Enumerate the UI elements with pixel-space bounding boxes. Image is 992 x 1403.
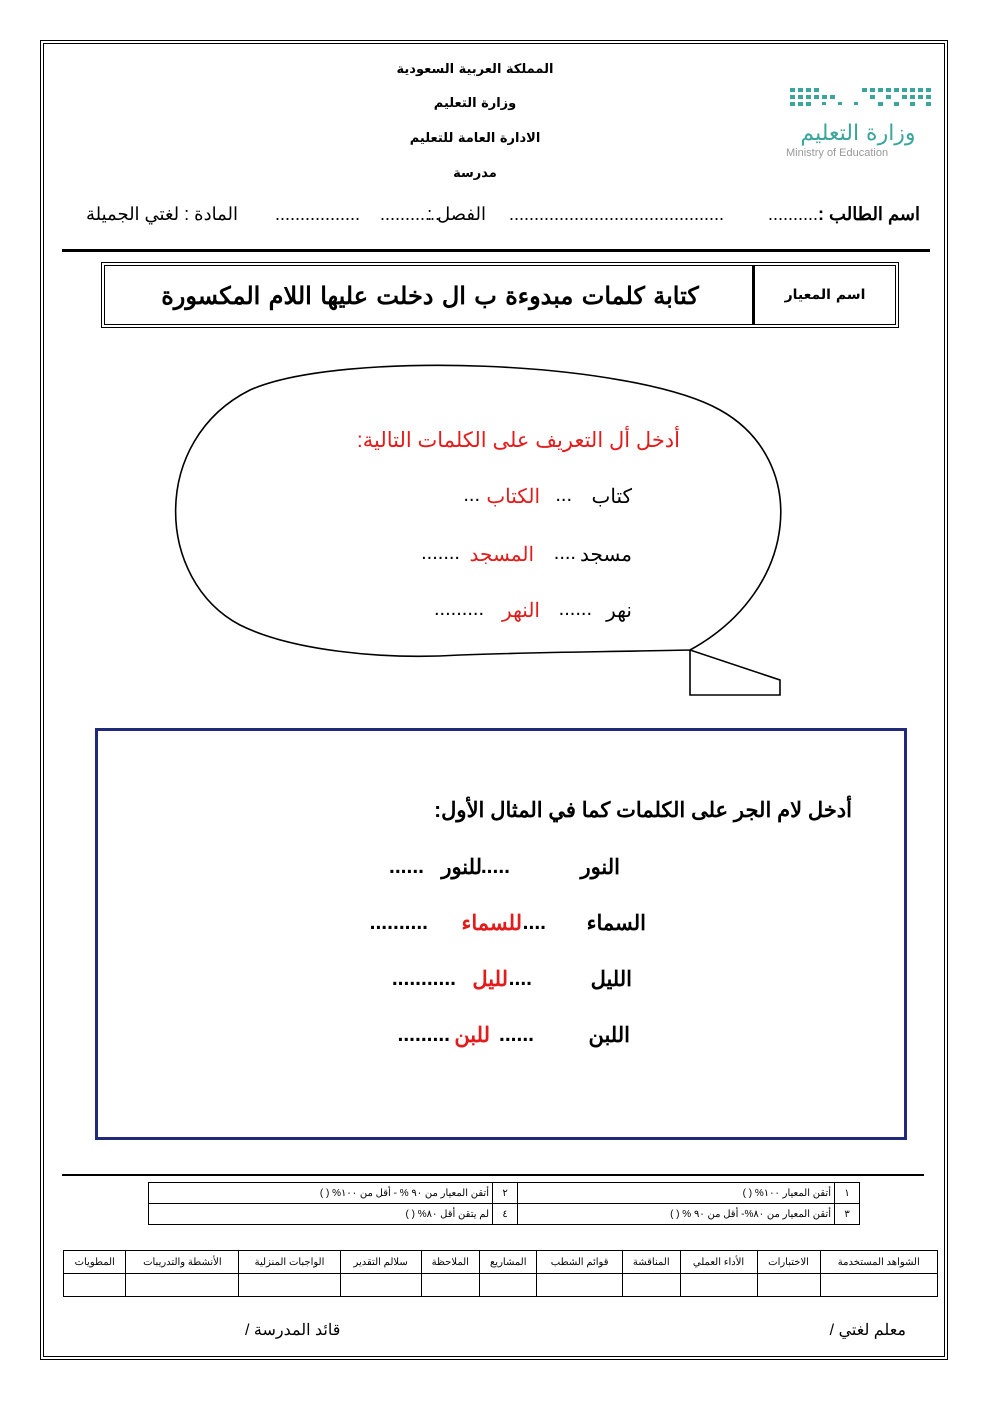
- evidence-cell[interactable]: [126, 1274, 239, 1297]
- exercise1-dots: ....: [553, 542, 576, 564]
- evidence-header: الملاحظة: [421, 1251, 480, 1274]
- evidence-cell[interactable]: [537, 1274, 622, 1297]
- exercise1-dots: ......: [558, 598, 592, 620]
- exercise2-word: النور: [580, 856, 620, 879]
- exercise1-dots: ...: [555, 484, 572, 506]
- evidence-header: المطويات: [64, 1251, 126, 1274]
- criteria-text: أتقن المعيار من ٨٠%- أقل من ٩٠ % ( ): [518, 1204, 835, 1225]
- exercise2-answer: للبن: [454, 1024, 490, 1047]
- exercise2-dots: ....: [522, 911, 546, 934]
- table-row: [149, 1204, 860, 1225]
- exercise2-dots: .....: [480, 855, 510, 878]
- header-country: المملكة العربية السعودية: [396, 62, 554, 77]
- exercise2-word: الليل: [590, 968, 632, 991]
- student-long-dots: ...........................................: [508, 204, 724, 224]
- header-ministry: وزارة التعليم: [433, 96, 517, 111]
- exercise2-answer: للنور: [441, 856, 482, 879]
- exercise1-instruction: أدخل أل التعريف على الكلمات التالية:: [356, 429, 680, 452]
- header-divider: [62, 249, 930, 252]
- logo-english-text: Ministry of Education: [786, 147, 889, 159]
- exercise2-row-2: [350, 911, 646, 941]
- evidence-cell[interactable]: [480, 1274, 537, 1297]
- footer-divider: [62, 1174, 924, 1176]
- exercise1-row-2: [400, 542, 632, 572]
- exercise1-word: كتاب: [591, 486, 632, 508]
- standard-box: [101, 262, 899, 328]
- evidence-cell[interactable]: [757, 1274, 820, 1297]
- exercise1-answer: النهر: [502, 600, 540, 622]
- subject-label: المادة : لغتي الجميلة: [86, 204, 238, 224]
- exercise1-dots: ...: [463, 484, 480, 506]
- exercise1-row-3: [400, 598, 632, 628]
- criteria-number: ١: [835, 1183, 860, 1204]
- evidence-header: الأداء العملي: [680, 1251, 757, 1274]
- criteria-text: أتقن المعيار ١٠٠% ( ): [518, 1183, 835, 1204]
- evidence-cell[interactable]: [622, 1274, 680, 1297]
- criteria-number: ٤: [493, 1204, 518, 1225]
- exercise2-row-3: [364, 967, 632, 997]
- exercise1-word: نهر: [606, 600, 632, 622]
- evidence-header: الاختبارات: [757, 1251, 820, 1274]
- header-school: مدرسة: [453, 166, 497, 181]
- criteria-text: أتقن المعيار من ٩٠ % - أقل من ١٠٠% ( ): [149, 1183, 493, 1204]
- exercise1-answer: المسجد: [469, 544, 534, 566]
- criteria-number: ٣: [835, 1204, 860, 1225]
- student-name-dots[interactable]: ..........: [767, 204, 818, 224]
- standard-title: كتابة كلمات مبدوءة ب ال دخلت عليها اللام المكسورة: [161, 280, 699, 310]
- exercise2-row-1: [380, 855, 620, 885]
- evidence-table: [63, 1250, 938, 1297]
- speech-bubble-shape: [160, 360, 800, 710]
- exercise1-dots: .......: [421, 542, 460, 564]
- ministry-logo: [712, 80, 942, 170]
- standard-label: اسم المعيار: [752, 266, 895, 324]
- exercise2-answer: للسماء: [461, 912, 522, 935]
- exercise1-dots: .........: [433, 598, 484, 620]
- subject-dots: .................: [274, 204, 360, 224]
- exercise2-dots: ......: [498, 1023, 534, 1046]
- table-row: [64, 1274, 938, 1297]
- evidence-cell[interactable]: [64, 1274, 126, 1297]
- evidence-header: سلالم التقدير: [340, 1251, 421, 1274]
- class-label: الفصل :: [427, 204, 486, 224]
- teacher-signature: معلم لغتي /: [829, 1322, 906, 1339]
- table-row: [149, 1183, 860, 1204]
- evidence-cell[interactable]: [820, 1274, 937, 1297]
- exercise2-dots: .........: [397, 1023, 450, 1046]
- exercise2-dots: ......: [388, 855, 424, 878]
- logo-arabic-text: وزارة التعليم: [800, 121, 916, 146]
- table-row: [64, 1251, 938, 1274]
- exercise2-dots: ....: [508, 967, 532, 990]
- evidence-header: الواجبات المنزلية: [239, 1251, 340, 1274]
- logo-dots-icon: [712, 80, 942, 170]
- exercise2-row-4: [366, 1023, 630, 1053]
- evidence-header: المشاريع: [480, 1251, 537, 1274]
- class-dots[interactable]: ............: [379, 204, 440, 224]
- evidence-header: الشواهد المستخدمة: [820, 1251, 937, 1274]
- header-directorate: الادارة العامة للتعليم: [409, 131, 541, 146]
- evidence-cell[interactable]: [421, 1274, 480, 1297]
- criteria-text: لم يتقن أقل ٨٠% ( ): [149, 1204, 493, 1225]
- exercise2-instruction: أدخل لام الجر على الكلمات كما في المثال الأول:: [434, 799, 852, 822]
- criteria-table: [148, 1182, 860, 1225]
- exercise1-row-1: [400, 484, 632, 514]
- evidence-header: المناقشة: [622, 1251, 680, 1274]
- exercise2-dots: ...........: [391, 967, 456, 990]
- evidence-cell[interactable]: [239, 1274, 340, 1297]
- evidence-header: قوائم الشطب: [537, 1251, 622, 1274]
- exercise2-answer: لليل: [472, 968, 508, 991]
- criteria-number: ٢: [493, 1183, 518, 1204]
- principal-signature: قائد المدرسة /: [245, 1322, 341, 1339]
- student-name-label: اسم الطالب :: [818, 204, 920, 224]
- exercise2-word: اللبن: [588, 1024, 630, 1047]
- evidence-header: الأنشطة والتدريبات: [126, 1251, 239, 1274]
- evidence-cell[interactable]: [340, 1274, 421, 1297]
- exercise1-word: مسجد: [580, 544, 632, 566]
- exercise2-word: السماء: [586, 912, 646, 935]
- evidence-cell[interactable]: [680, 1274, 757, 1297]
- exercise1-answer: الكتاب: [486, 486, 540, 508]
- exercise2-dots: ..........: [369, 911, 428, 934]
